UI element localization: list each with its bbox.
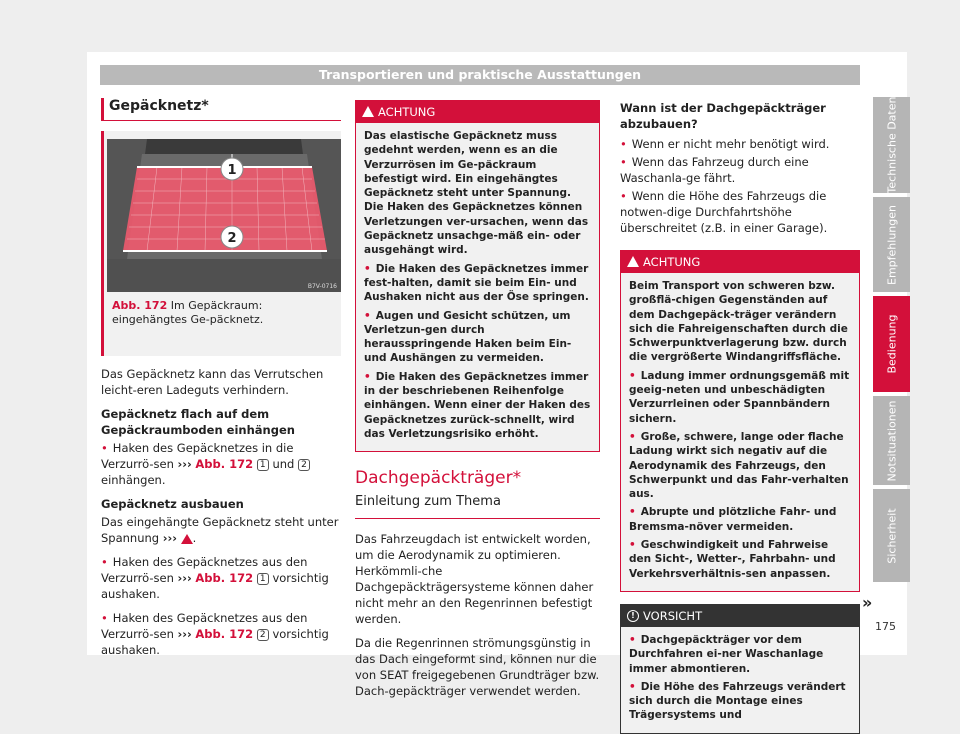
page-number: 175: [875, 620, 896, 633]
heading-einhaengen: Gepäcknetz flach auf dem Gepäckraumboden einhängen: [101, 407, 295, 437]
figure-172: [101, 131, 341, 356]
arrow-icon: ›››: [177, 627, 192, 641]
warning-item: • Ladung immer ordnungsgemäß mit geeig-neten und unbeschädigten Verzurrleinen oder Spannbändern sichern.: [629, 369, 851, 426]
warning-item: • Abrupte und plötzliche Fahr- und Bremsma-növer vermeiden.: [629, 505, 851, 534]
warning-body: Das elastische Gepäcknetz muss gedehnt werden, wenn es an die Verzurrösen im Ge-päckraum befestigt wird. Ein eingehängtes Gepäcknetz steht unter Spannung. Die Haken des Gepäcknetzes können Verletzungen ver-ursachen, wenn das Gepäcknetz unsachge-mäß ein- oder ausgehängt wird. • Die Haken des Gepäcknetzes immer fest-halten, damit sie beim Ein- und Aushaken nicht aus der Öse springen. • Augen und Gesicht schützen, um Verletzun-gen durch herausspringende Haken beim Ein- und Aushängen zu vermeiden. • Die Haken des Gepäcknetzes immer in der beschriebenen Reihenfolge einhängen. Wenn einer der Haken des Gepäcknetzes zurück-schnellt, wird das Verletzungsrisiko erhöht.: [356, 123, 599, 451]
figure-link[interactable]: Abb. 172: [195, 627, 254, 641]
arrow-icon: ›››: [162, 531, 177, 545]
warning-header: ACHTUNG: [621, 251, 859, 273]
warning-item: • Augen und Gesicht schützen, um Verletzun-gen durch herausspringende Haken beim Ein- und Aushängen zu vermeiden.: [364, 309, 591, 366]
bullet-einhaengen: • Haken des Gepäcknetzes in die Verzurrö-sen ››› Abb. 172 1 und 2 einhängen.: [101, 440, 341, 488]
bullet-aushaken-2: • Haken des Gepäcknetzes aus den Verzurrö-sen ››› Abb. 172 2 vorsichtig aushaken.: [101, 610, 341, 658]
caution-item: • Dachgepäckträger vor dem Durchfahren ei-ner Waschanlage immer abmontieren.: [629, 633, 851, 676]
tab-notsituationen[interactable]: Notsituationen: [873, 396, 910, 485]
bullet-aushaken-1: • Haken des Gepäcknetzes aus den Verzurrö-sen ››› Abb. 172 1 vorsichtig aushaken.: [101, 554, 341, 602]
tab-technische-daten[interactable]: Technische Daten: [873, 97, 910, 193]
callout-1: 1: [227, 163, 237, 178]
tab-bedienung[interactable]: Bedienung: [873, 296, 910, 392]
para-ausbauen: Das eingehängte Gepäcknetz steht unter Spannung ››› .: [101, 515, 339, 545]
arrow-icon: ›››: [177, 571, 192, 585]
heading-ausbauen: Gepäcknetz ausbauen: [101, 497, 244, 511]
cargo-net-illustration: [107, 139, 341, 292]
ref-2: 2: [298, 459, 310, 471]
list-item: • Wenn er nicht mehr benötigt wird.: [620, 136, 860, 152]
arrow-icon: ›››: [177, 457, 192, 471]
caution-header: ! VORSICHT: [621, 605, 859, 627]
warning-header: ACHTUNG: [356, 101, 599, 123]
warning-item: • Die Haken des Gepäcknetzes immer fest-halten, damit sie beim Ein- und Aushaken nicht aus der Öse springen.: [364, 262, 591, 305]
tab-empfehlungen[interactable]: Empfehlungen: [873, 197, 910, 292]
warning-item: • Die Haken des Gepäcknetzes immer in der beschriebenen Reihenfolge einhängen. Wenn einer der Haken des Gepäcknetzes zurück-schnellt, wird das Verletzungsrisiko erhöht.: [364, 370, 591, 441]
caution-box: [620, 604, 860, 734]
ref-1: 1: [257, 573, 269, 585]
section-title-dachgepaecktraeger: Dachgepäckträger*: [355, 468, 522, 489]
caption-text: Im Gepäckraum: eingehängtes Ge-päcknetz.: [112, 299, 264, 326]
intro-text: Das Gepäcknetz kann das Verrutschen leicht-eren Ladeguts verhindern.: [101, 367, 324, 397]
ref-1: 1: [257, 459, 269, 471]
callout-2: 2: [227, 231, 237, 246]
figure-link[interactable]: Abb. 172: [195, 457, 254, 471]
figure-caption: [112, 299, 338, 327]
warning-item: • Große, schwere, lange oder flache Ladung wirkt sich negativ auf die Aerodynamik des Fahrzeugs, den Schwerpunkt und das Fahr-verhalten aus.: [629, 430, 851, 501]
column-3: [620, 100, 860, 734]
caution-body: [621, 627, 859, 733]
subtitle-einleitung: Einleitung zum Thema: [355, 494, 600, 519]
warning-triangle-icon: [627, 256, 639, 267]
warning-icon[interactable]: [181, 534, 193, 544]
section-title-gepaecknetz: Gepäcknetz*: [101, 98, 341, 121]
tab-sicherheit[interactable]: Sicherheit: [873, 489, 910, 582]
caution-item: • Die Höhe des Fahrzeugs verändert sich durch die Montage eines Trägersystems und: [629, 680, 851, 723]
running-header: Transportieren und praktische Ausstattungen: [100, 65, 860, 85]
ref-2: 2: [257, 629, 269, 641]
caption-label: Abb. 172: [112, 299, 168, 312]
warning-triangle-icon: [362, 106, 374, 117]
list-item: • Wenn das Fahrzeug durch eine Waschanla-ge fährt.: [620, 154, 860, 186]
column-1: [101, 98, 341, 666]
warning-box-dachtraeger: [620, 250, 860, 592]
body-paragraph-1: Das Fahrzeugdach ist entwickelt worden, um die Aerodynamik zu optimieren. Herkömmli-che Dachgepäckträgersysteme können daher nicht mehr an den Regenrinnen befestigt werden.: [355, 532, 594, 627]
caution-icon: !: [627, 610, 639, 622]
figure-link[interactable]: Abb. 172: [195, 571, 254, 585]
warning-body: Beim Transport von schweren bzw. großflä-chigen Gegenständen auf dem Dachgepäck-träger verändern sich die Fahreigenschaften durch die Schwerpunktverlagerung bzw. durch die vergrößerte Windangriffsfläche. • Ladung immer ordnungsgemäß mit geeig-neten und unbeschädigten Verzurrleinen oder Spannbändern sichern. • Große, schwere, lange oder flache Ladung wirkt sich negativ auf die Aerodynamik des Fahrzeugs, den Schwerpunkt und das Fahr-verhalten aus. • Abrupte und plötzliche Fahr- und Bremsma-növer vermeiden. • Geschwindigkeit und Fahrweise den Sicht-, Wetter-, Fahrbahn- und Verkehrsverhältnis-sen anpassen.: [621, 273, 859, 591]
continue-arrow-icon: »: [862, 593, 873, 612]
heading-abbauen: Wann ist der Dachgepäckträger abzubauen?: [620, 101, 826, 131]
warning-box-gepaecknetz: [355, 100, 600, 452]
body-paragraph-2: Da die Regenrinnen strömungsgünstig in das Dach eingeformt sind, können nur die von SEAT freigegebenen Grundträger bzw. Dach-gepäckträger verwendet werden.: [355, 636, 600, 699]
warning-item: • Geschwindigkeit und Fahrweise den Sicht-, Wetter-, Fahrbahn- und Verkehrsverhältnis-sen anpassen.: [629, 538, 851, 581]
list-item: • Wenn die Höhe des Fahrzeugs die notwen-dige Durchfahrtshöhe überschreitet (z.B. in einer Garage).: [620, 188, 860, 236]
figure-code: B7V-0716: [307, 283, 337, 290]
column-2: [355, 100, 600, 707]
